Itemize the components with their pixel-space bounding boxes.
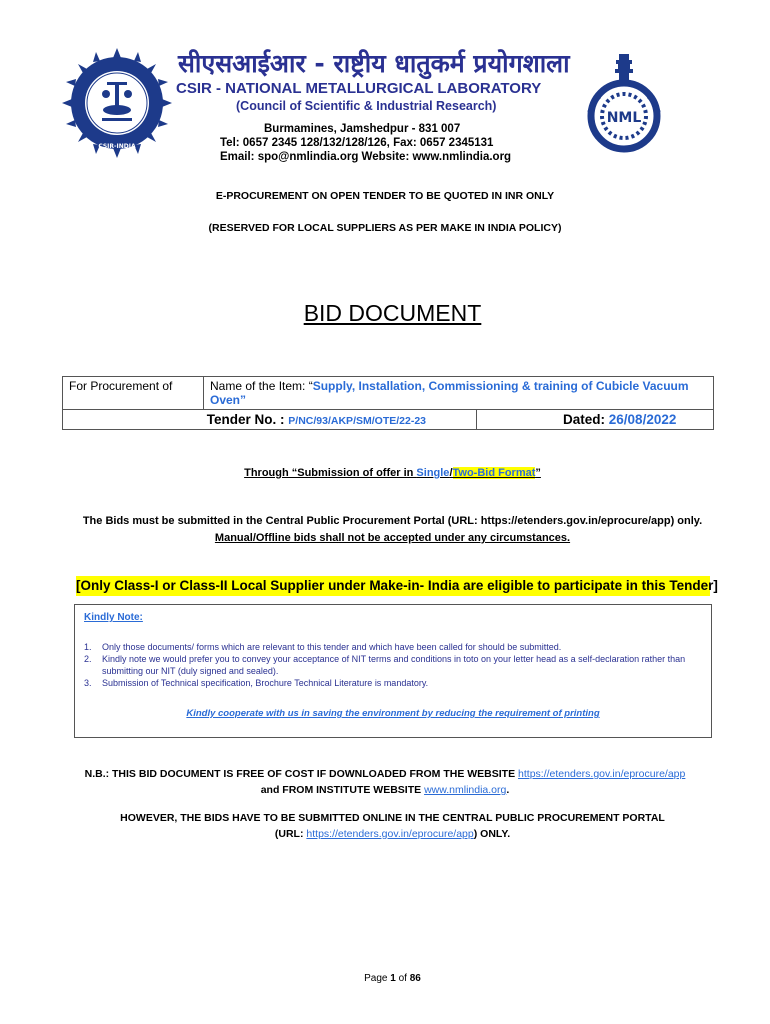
dated-label: Dated: [563, 412, 609, 427]
procurement-label-cell [63, 377, 204, 410]
kindly-note-title: Kindly Note: [84, 612, 143, 623]
document-title: BID DOCUMENT [303, 300, 482, 326]
item-name-prefix: Name of the Item: “ [210, 379, 313, 393]
list-item: 2. Kindly note we would prefer you to convey your acceptance of NIT terms and conditions in toto on your letter head as a self-declaration rather than submitting our NIT (duly signed and sealed). [84, 654, 686, 676]
council-name: (Council of Scientific & Industrial Research) [236, 99, 497, 113]
format-slash: / [449, 467, 453, 479]
nml-logo [583, 52, 665, 162]
offline-bid-warning: Manual/Offline bids shall not be accepted under any circumstances. [214, 532, 571, 544]
procurement-label: For Procurement of [69, 379, 173, 393]
submission-format-prefix: Through “Submission of offer in [244, 467, 417, 479]
eprocurement-notice: E-PROCUREMENT ON OPEN TENDER TO BE QUOTED IN INR ONLY [215, 190, 555, 202]
institute-address: Burmamines, Jamshedpur - 831 007 [264, 123, 461, 135]
tender-number-cell [63, 410, 477, 430]
nb-line-2 [0, 784, 770, 796]
nb-line-1 [0, 768, 770, 780]
single-bid-option: Single [416, 467, 450, 479]
nml-website-link[interactable]: www.nmlindia.org [424, 784, 507, 796]
csir-logo [62, 48, 172, 158]
two-bid-option: Two-Bid Format [452, 467, 536, 479]
nb-text-1: N.B.: THIS BID DOCUMENT IS FREE OF COST IF DOWNLOADED FROM THE WEBSITE [84, 768, 519, 780]
eligibility-banner: [Only Class-I or Class-II Local Supplier under Make-in- India are eligible to participate in this Tender] [76, 576, 710, 596]
reservation-notice: (RESERVED FOR LOCAL SUPPLIERS AS PER MAKE IN INDIA POLICY) [208, 222, 562, 234]
list-item: 1. Only those documents/ forms which are relevant to this tender and which have been called for should be submitted. [84, 642, 562, 652]
cppp-link[interactable]: https://etenders.gov.in/eprocure/app [306, 828, 474, 840]
tender-number: P/NC/93/AKP/SM/OTE/22-23 [288, 415, 427, 427]
institute-phone: Tel: 0657 2345 128/132/128/126, Fax: 0657 2345131 [220, 137, 494, 149]
svg-text:NML: NML [606, 110, 642, 126]
list-item: 3. Submission of Technical specification, Brochure Technical Literature is mandatory. [84, 678, 429, 688]
item-name: Supply, Installation, Commissioning & training of Cubicle Vacuum Oven” [210, 379, 689, 407]
online-submission-notice: HOWEVER, THE BIDS HAVE TO BE SUBMITTED ONLINE IN THE CENTRAL PUBLIC PROCUREMENT PORTAL [120, 812, 665, 824]
page-number: Page 1 of 86 [364, 973, 421, 984]
tender-number-label: Tender No. : [206, 412, 289, 427]
submission-format [0, 467, 770, 479]
environment-note: Kindly cooperate with us in saving the environment by reducing the requirement of printing [186, 708, 600, 719]
svg-text:CSIR-INDIA: CSIR-INDIA [98, 143, 136, 150]
item-name-cell [204, 377, 714, 410]
institute-name: CSIR - NATIONAL METALLURGICAL LABORATORY [176, 80, 542, 97]
online-submission-url: (URL: https://etenders.gov.in/eprocure/app) ONLY. [274, 828, 511, 840]
submission-instruction: The Bids must be submitted in the Central Public Procurement Portal (URL: https://etenders.gov.in/eprocure/app) only. [82, 515, 703, 527]
submission-format-suffix: ” [535, 467, 541, 479]
institute-email: Email: spo@nmlindia.org Website: www.nmlindia.org [220, 151, 512, 163]
tender-info-table [62, 376, 714, 430]
kindly-note-list [84, 641, 704, 689]
eprocure-link[interactable]: https://etenders.gov.in/eprocure/app [518, 768, 686, 780]
nb-text-2: and FROM INSTITUTE WEBSITE [260, 784, 425, 796]
nb-text-2-end: . [506, 784, 510, 796]
institute-name-hindi: सीएसआईआर - राष्ट्रीय धातुकर्म प्रयोगशाला [178, 49, 570, 78]
dated-cell [477, 410, 714, 430]
dated-value: 26/08/2022 [608, 412, 677, 427]
